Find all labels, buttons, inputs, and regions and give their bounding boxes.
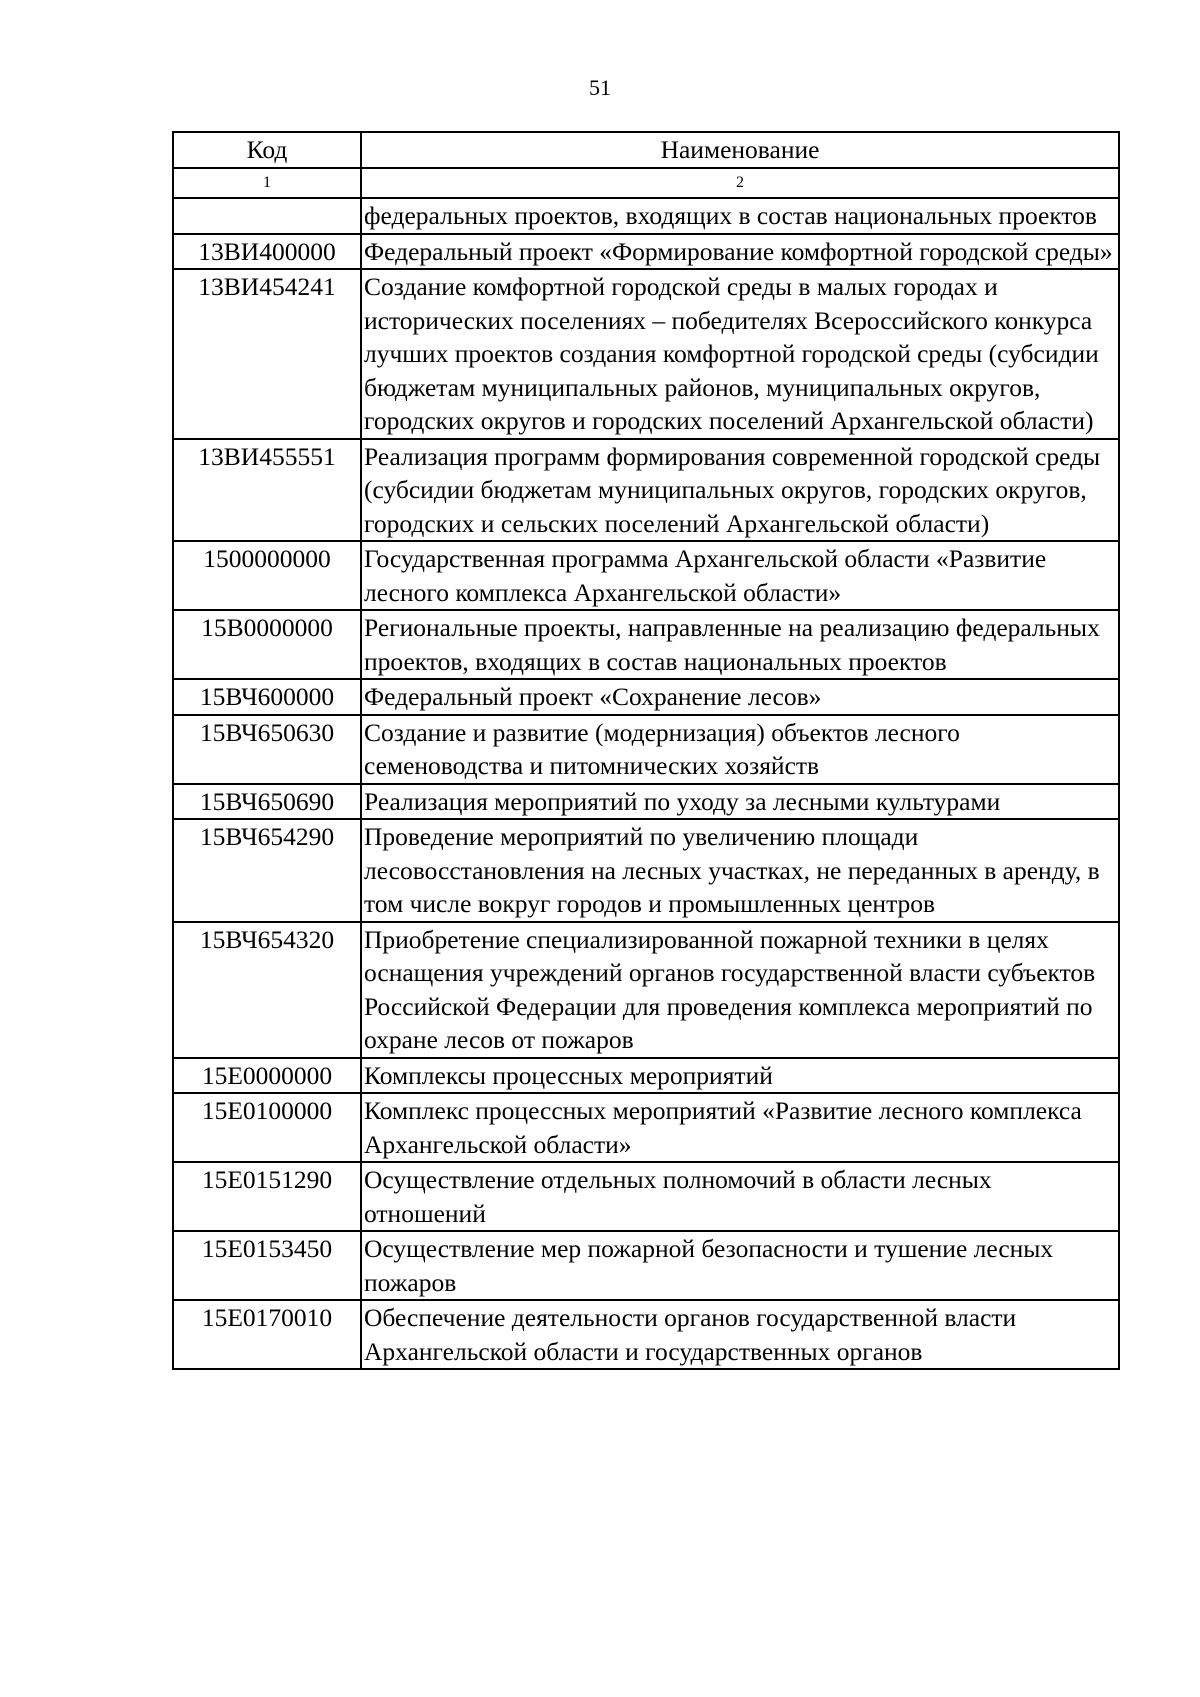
row-name: Региональные проекты, направленные на реализацию федеральных проектов, входящих в состав национальных проектов xyxy=(361,610,1119,679)
row-code: 15ВЧ650630 xyxy=(173,715,361,784)
table-row xyxy=(173,610,1119,679)
row-code: 15Е0100000 xyxy=(173,1093,361,1162)
row-code: 13ВИ454241 xyxy=(173,269,361,439)
column-number-row xyxy=(173,168,1119,198)
row-name: Реализация мероприятий по уходу за лесными культурами xyxy=(361,784,1119,820)
row-name: Комплексы процессных мероприятий xyxy=(361,1058,1119,1094)
table-row xyxy=(173,1058,1119,1094)
row-code: 15Е0153450 xyxy=(173,1231,361,1300)
table-row xyxy=(173,1162,1119,1231)
table-row xyxy=(173,784,1119,820)
table-row xyxy=(173,922,1119,1058)
page-number: 51 xyxy=(589,75,611,100)
row-code: 15Е0000000 xyxy=(173,1058,361,1094)
table-row xyxy=(173,1231,1119,1300)
row-code xyxy=(173,198,361,234)
row-name: Федеральный проект «Сохранение лесов» xyxy=(361,679,1119,715)
table-row xyxy=(173,439,1119,542)
header-name: Наименование xyxy=(361,132,1119,168)
row-name: Осуществление отдельных полномочий в области лесных отношений xyxy=(361,1162,1119,1231)
column-number-name: 2 xyxy=(361,168,1119,198)
row-code: 15Е0170010 xyxy=(173,1300,361,1369)
table-row xyxy=(173,234,1119,270)
row-code: 15ВЧ600000 xyxy=(173,679,361,715)
row-code: 15ВЧ654290 xyxy=(173,819,361,922)
table-row xyxy=(173,679,1119,715)
row-name: федеральных проектов, входящих в состав национальных проектов xyxy=(361,198,1119,234)
row-code: 13ВИ455551 xyxy=(173,439,361,542)
table-row xyxy=(173,819,1119,922)
table-row xyxy=(173,715,1119,784)
row-name: Создание и развитие (модернизация) объектов лесного семеноводства и питомнических хозяйств xyxy=(361,715,1119,784)
row-name: Комплекс процессных мероприятий «Развитие лесного комплекса Архангельской области» xyxy=(361,1093,1119,1162)
table-row xyxy=(173,198,1119,234)
table-header-row xyxy=(173,132,1119,168)
table-row xyxy=(173,1093,1119,1162)
table-row xyxy=(173,541,1119,610)
table-row xyxy=(173,269,1119,439)
row-code: 15Е0151290 xyxy=(173,1162,361,1231)
row-name: Государственная программа Архангельской области «Развитие лесного комплекса Архангельской области» xyxy=(361,541,1119,610)
header-code: Код xyxy=(173,132,361,168)
budget-classification-table xyxy=(172,131,1120,1370)
row-name: Приобретение специализированной пожарной техники в целях оснащения учреждений органов государственной власти субъектов Российской Федерации для проведения комплекса мероприятий по охране лесов от пожаров xyxy=(361,922,1119,1058)
row-name: Федеральный проект «Формирование комфортной городской среды» xyxy=(361,234,1119,270)
row-code: 15ВЧ650690 xyxy=(173,784,361,820)
row-name: Осуществление мер пожарной безопасности и тушение лесных пожаров xyxy=(361,1231,1119,1300)
row-name: Реализация программ формирования современной городской среды (субсидии бюджетам муниципальных округов, городских округов, городских и сельских поселений Архангельской области) xyxy=(361,439,1119,542)
row-code: 15ВЧ654320 xyxy=(173,922,361,1058)
column-number-code: 1 xyxy=(173,168,361,198)
row-code: 13ВИ400000 xyxy=(173,234,361,270)
row-code: 1500000000 xyxy=(173,541,361,610)
row-code: 15В0000000 xyxy=(173,610,361,679)
row-name: Создание комфортной городской среды в малых городах и исторических поселениях – победителях Всероссийского конкурса лучших проектов создания комфортной городской среды (субсидии бюджетам муниципальных районов, муниципальных округов, городских округов и городских поселений Архангельской области) xyxy=(361,269,1119,439)
table-row xyxy=(173,1300,1119,1369)
row-name: Обеспечение деятельности органов государственной власти Архангельской области и государственных органов xyxy=(361,1300,1119,1369)
row-name: Проведение мероприятий по увеличению площади лесовосстановления на лесных участках, не переданных в аренду, в том числе вокруг городов и промышленных центров xyxy=(361,819,1119,922)
